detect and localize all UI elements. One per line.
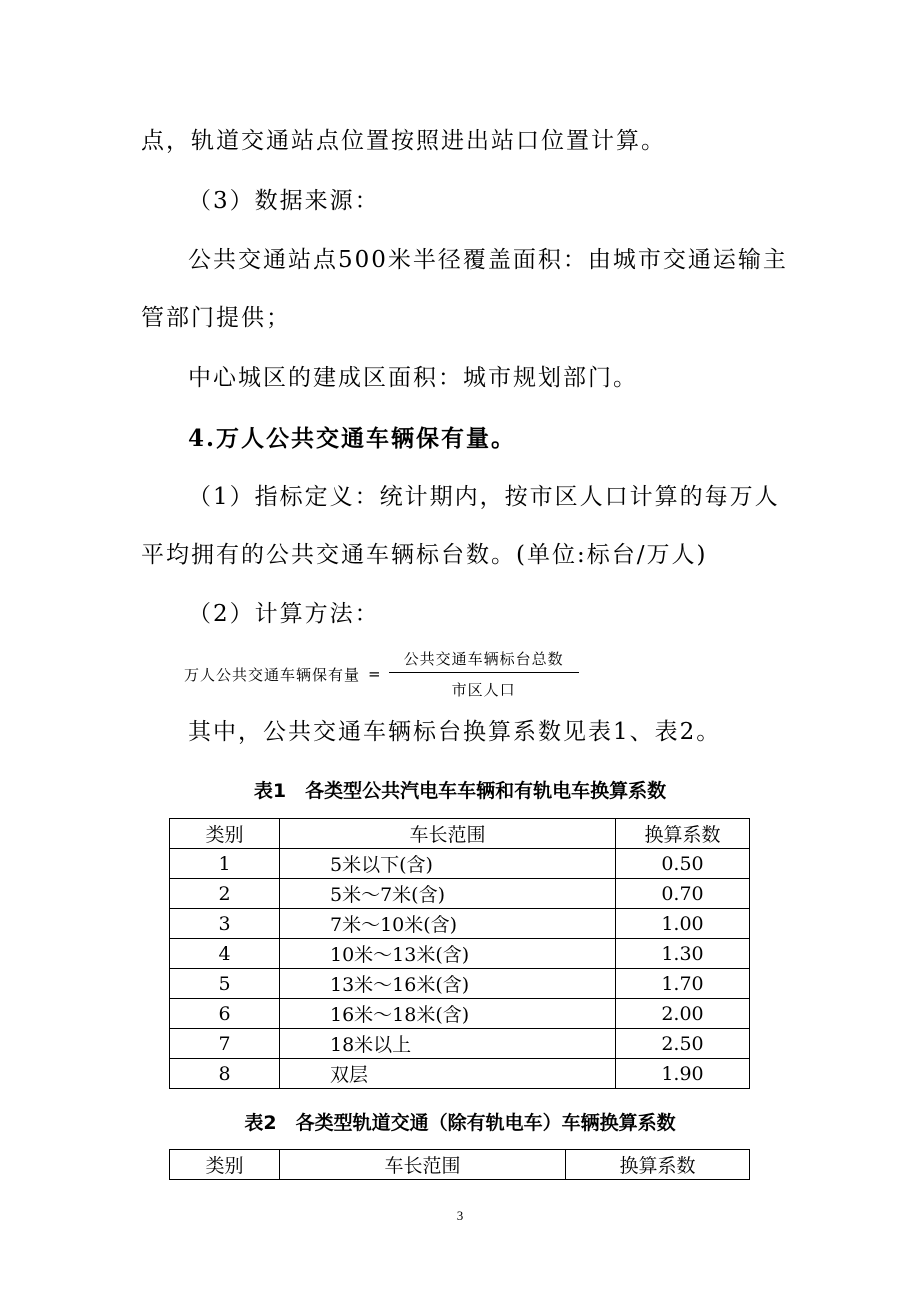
table-cell-coefficient: 0.50 xyxy=(616,849,750,879)
table2-header-length: 车长范围 xyxy=(280,1150,566,1180)
table2-header-coefficient: 换算系数 xyxy=(566,1150,750,1180)
table-cell-category: 1 xyxy=(170,849,280,879)
formula-equals: = xyxy=(368,665,381,683)
table-cell-coefficient: 1.90 xyxy=(616,1059,750,1089)
table-cell-coefficient: 2.00 xyxy=(616,999,750,1029)
table-cell-category: 5 xyxy=(170,969,280,999)
paragraph-line-6: （1）指标定义：统计期内，按市区人口计算的每万人 xyxy=(188,484,780,510)
table-cell-coefficient: 1.70 xyxy=(616,969,750,999)
table-row xyxy=(170,939,750,969)
table-cell-category: 7 xyxy=(170,1029,280,1059)
paragraph-line-3: 公共交通站点500米半径覆盖面积：由城市交通运输主 xyxy=(188,247,788,273)
table-row xyxy=(170,849,750,879)
table2-header-category: 类别 xyxy=(170,1150,280,1180)
paragraph-line-4: 管部门提供； xyxy=(141,305,291,331)
table-row xyxy=(170,969,750,999)
table-cell-length: 7米～10米(含) xyxy=(280,909,616,939)
table-cell-length: 双层 xyxy=(280,1059,616,1089)
table1-header-category: 类别 xyxy=(170,819,280,849)
table-cell-length: 13米～16米(含) xyxy=(280,969,616,999)
table-row xyxy=(170,909,750,939)
formula-lhs: 万人公共交通车辆保有量 xyxy=(184,665,361,684)
table-cell-category: 2 xyxy=(170,879,280,909)
table1-header-length: 车长范围 xyxy=(280,819,616,849)
table-cell-coefficient: 0.70 xyxy=(616,879,750,909)
table-cell-length: 16米～18米(含) xyxy=(280,999,616,1029)
formula-fraction xyxy=(389,648,579,700)
table-cell-length: 5米～7米(含) xyxy=(280,879,616,909)
table1 xyxy=(169,818,750,1089)
paragraph-line-7: 平均拥有的公共交通车辆标台数。(单位:标台/万人) xyxy=(141,542,708,568)
page-number: 3 xyxy=(456,1208,464,1223)
table-row xyxy=(170,1059,750,1089)
paragraph-line-9: 其中，公共交通车辆标台换算系数见表1、表2。 xyxy=(188,719,722,745)
table-cell-category: 6 xyxy=(170,999,280,1029)
formula xyxy=(184,648,579,700)
paragraph-line-8: （2）计算方法： xyxy=(188,601,380,627)
table1-caption: 表1 各类型公共汽电车车辆和有轨电车换算系数 xyxy=(253,780,667,802)
table-row xyxy=(170,1029,750,1059)
paragraph-line-1: 点，轨道交通站点位置按照进出站口位置计算。 xyxy=(141,128,666,154)
table2-caption: 表2 各类型轨道交通（除有轨电车）车辆换算系数 xyxy=(244,1112,676,1134)
table-cell-coefficient: 1.00 xyxy=(616,909,750,939)
table1-header-coefficient: 换算系数 xyxy=(616,819,750,849)
paragraph-line-5: 中心城区的建成区面积：城市规划部门。 xyxy=(188,365,638,391)
table-cell-coefficient: 1.30 xyxy=(616,939,750,969)
table1-header-row xyxy=(170,819,750,849)
formula-numerator: 公共交通车辆标台总数 xyxy=(403,650,564,668)
formula-denominator: 市区人口 xyxy=(451,681,516,699)
table-cell-category: 4 xyxy=(170,939,280,969)
section-heading: 4.万人公共交通车辆保有量。 xyxy=(188,425,517,452)
table-cell-length: 10米～13米(含) xyxy=(280,939,616,969)
table2 xyxy=(169,1149,750,1180)
table-cell-category: 3 xyxy=(170,909,280,939)
table-cell-coefficient: 2.50 xyxy=(616,1029,750,1059)
table-row xyxy=(170,879,750,909)
table2-header-row xyxy=(170,1150,750,1180)
table-cell-category: 8 xyxy=(170,1059,280,1089)
table-cell-length: 18米以上 xyxy=(280,1029,616,1059)
table-row xyxy=(170,999,750,1029)
paragraph-line-2: （3）数据来源： xyxy=(188,188,380,214)
table-cell-length: 5米以下(含) xyxy=(280,849,616,879)
